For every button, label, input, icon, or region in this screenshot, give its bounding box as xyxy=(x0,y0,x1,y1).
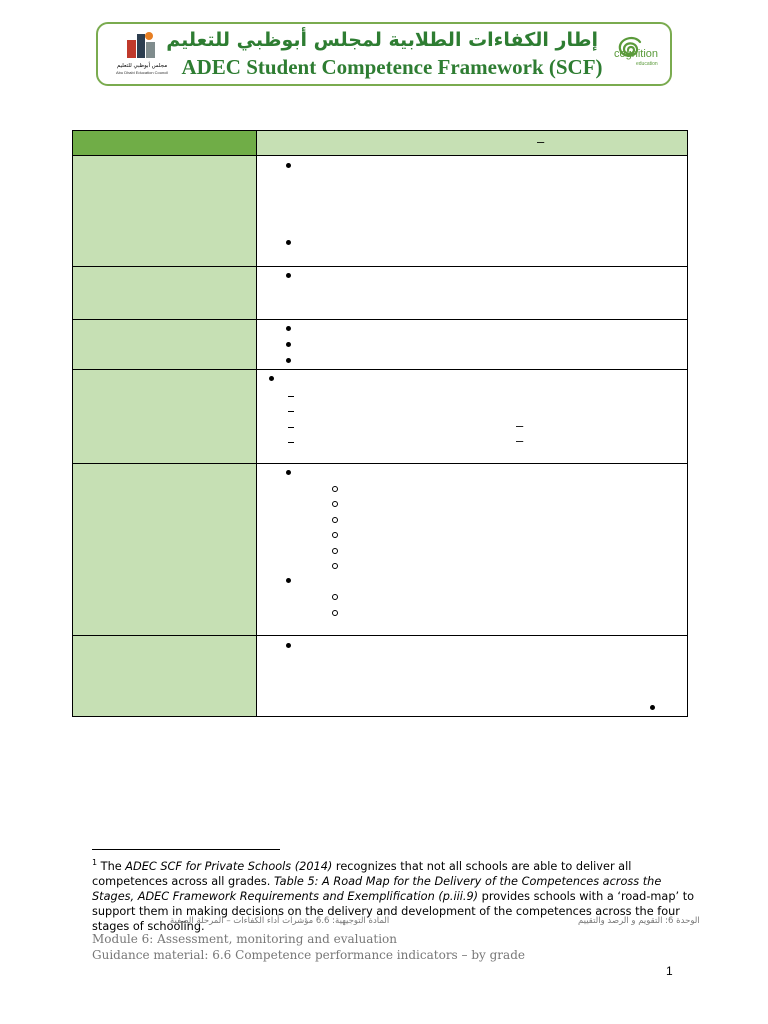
footnote-text: recognizes that not all schools are able to deliver all competences across all grades. xyxy=(92,859,632,888)
bullet-icon xyxy=(286,470,291,475)
arabic-title: إطار الكفاءات الطلابية لمجلس أبوظبي للتعليم xyxy=(166,29,598,51)
row-4-label-cell xyxy=(73,370,256,463)
sub-bullet-icon xyxy=(332,610,338,616)
table-border xyxy=(687,130,688,717)
dash-icon xyxy=(288,442,294,443)
adec-emblem-icon xyxy=(124,30,158,60)
footnote-text: provides schools with a ‘road-map’ to support them in making decisions on the delivery and development of the competences across the four stages of schooling. xyxy=(92,889,695,933)
sub-bullet-icon xyxy=(332,594,338,600)
cognition-logo-text: cognition xyxy=(614,48,659,60)
footnote-rule xyxy=(92,849,280,850)
sub-bullet-icon xyxy=(332,532,338,538)
dash-icon xyxy=(288,396,294,397)
table-border xyxy=(72,266,688,267)
header-banner xyxy=(96,22,672,86)
footer-arabic-module: الوحدة 6: التقويم و الرصد والتقييم xyxy=(578,916,700,926)
sub-bullet-icon xyxy=(332,548,338,554)
bullet-icon xyxy=(286,240,291,245)
table-border xyxy=(72,155,688,156)
adec-logo-arabic: مجلس أبوظبي للتعليم xyxy=(116,63,168,69)
row-1-label-cell xyxy=(73,156,256,266)
table-border xyxy=(72,716,688,717)
footnote-table-reference: Table 5: A Road Map for the Delivery of the Competences across the Stages, ADEC Framework Requirements and Exemplification (p.iii.9) xyxy=(92,874,662,903)
cognition-logo xyxy=(610,28,668,82)
bullet-icon xyxy=(286,358,291,363)
table-border xyxy=(72,369,688,370)
bullet-icon xyxy=(286,326,291,331)
sub-bullet-icon xyxy=(332,517,338,523)
table-border xyxy=(72,463,688,464)
row-5-label-cell xyxy=(73,464,256,635)
bullet-icon xyxy=(650,705,655,710)
table-border xyxy=(72,635,688,636)
adec-logo xyxy=(110,30,174,82)
dash-icon xyxy=(288,411,294,412)
header-dash: – xyxy=(537,134,545,149)
table-header-right xyxy=(257,131,687,155)
row-3-label-cell xyxy=(73,320,256,369)
inline-dash: – xyxy=(516,418,524,433)
footer-guidance: Guidance material: 6.6 Competence performance indicators – by grade xyxy=(92,948,525,962)
sub-bullet-icon xyxy=(332,563,338,569)
table-border xyxy=(72,130,73,717)
table-border xyxy=(256,130,257,717)
footer-arabic-guidance: المادة التوجيهية: 6.6 مؤشرات أداء الكفاءات – المرحلة الصفية xyxy=(170,916,390,926)
footer-module: Module 6: Assessment, monitoring and evaluation xyxy=(92,932,397,946)
footnote-marker: 1 xyxy=(92,858,98,867)
bullet-icon xyxy=(286,342,291,347)
footnote-text: The xyxy=(97,859,126,873)
dash-icon xyxy=(288,427,294,428)
row-2-label-cell xyxy=(73,267,256,319)
sub-bullet-icon xyxy=(332,501,338,507)
table-header-left xyxy=(73,131,256,155)
page-number: 1 xyxy=(666,964,673,978)
table-border xyxy=(72,130,688,131)
bullet-icon xyxy=(286,163,291,168)
footnote-citation: ADEC SCF for Private Schools (2014) xyxy=(125,859,333,873)
bullet-icon xyxy=(269,376,274,381)
inline-dash: – xyxy=(516,433,524,448)
adec-logo-english: Abu Dhabi Education Council xyxy=(115,70,169,75)
row-6-label-cell xyxy=(73,636,256,716)
table-border xyxy=(72,319,688,320)
bullet-icon xyxy=(286,578,291,583)
bullet-icon xyxy=(286,643,291,648)
english-title: ADEC Student Competence Framework (SCF) xyxy=(181,55,603,79)
sub-bullet-icon xyxy=(332,486,338,492)
bullet-icon xyxy=(286,273,291,278)
cognition-logo-sub: education xyxy=(636,61,658,67)
competence-table xyxy=(72,130,688,717)
